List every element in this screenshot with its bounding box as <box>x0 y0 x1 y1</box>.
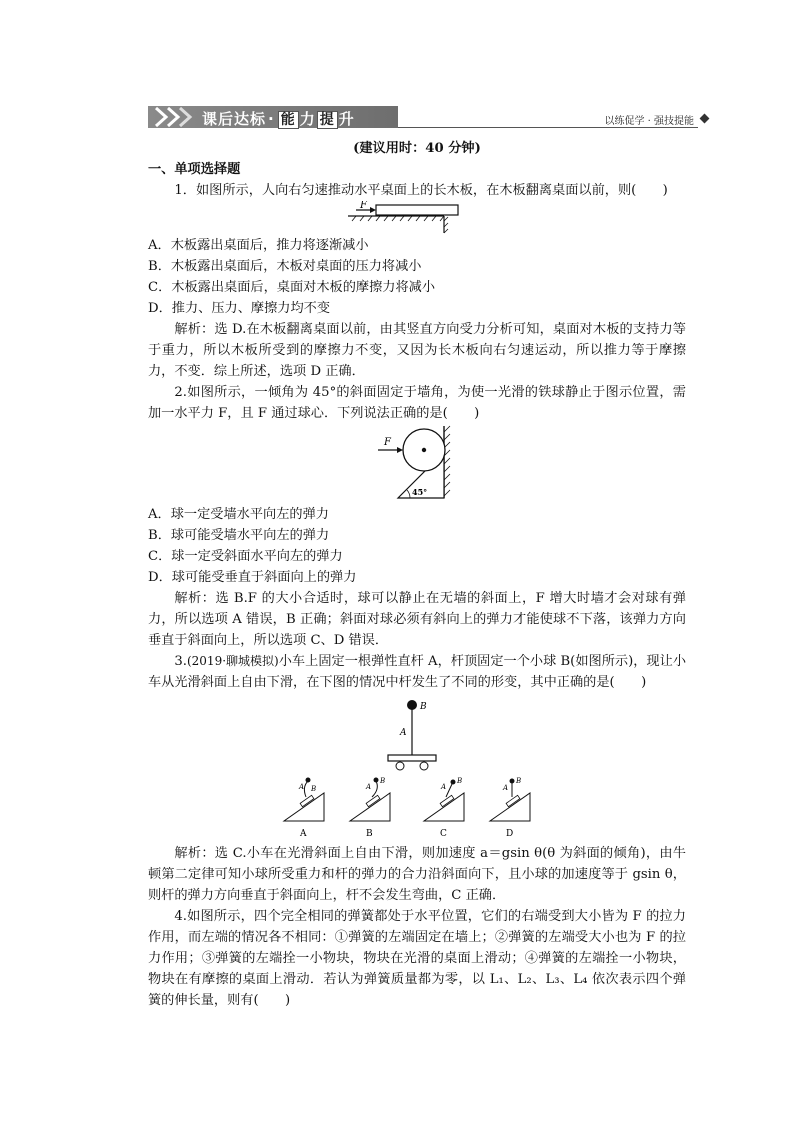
q3-choice-d-figure <box>490 777 530 821</box>
q3-wheel-right <box>420 762 428 770</box>
header-char-4: 升 <box>338 110 355 128</box>
header-char-2: 力 <box>299 110 316 128</box>
q2-label-angle: 45° <box>412 487 428 497</box>
q1-board <box>376 205 458 215</box>
q4-stem: 4.如图所示，四个完全相同的弹簧都处于水平位置，它们的右端受到大小皆为 F 的拉力作用，而左端的情况各不相同：①弹簧的左端固定在墙上；②弹簧的左端受大小也为 F 的拉力作用；③弹簧的左端拴一小物块，物块在光滑的桌面上滑动；④弹簧的左端拴一小物块，物块在有摩擦的桌面上滑动．若认为弹簧质量都为零，以 L₁、L₂、L₃、L₄ 依次表示四个弹簧的伸长量，则有( ) <box>148 909 686 1008</box>
q1-option-c: C．木板露出桌面后，桌面对木板的摩擦力将减小 <box>148 280 436 295</box>
q3-wheel-left <box>396 762 404 770</box>
q3-choice-c-figure <box>424 777 464 821</box>
time-hint: (建议用时：40 分钟) <box>353 141 481 156</box>
q2-figure <box>148 424 686 504</box>
q3-stem-number: 3. <box>174 654 187 669</box>
q2-ball-diagram <box>148 424 686 504</box>
svg-text:B: B <box>457 777 463 785</box>
q1-option-a: A．木板露出桌面后，推力将逐渐减小 <box>148 238 369 253</box>
page-header <box>148 102 708 130</box>
q2-analysis: 解析：选 B.F 的大小合适时，球可以静止在无墙的斜面上，F 增大时墙才会对球有弹力，所以选项 A 错误，B 正确；斜面对球必须有斜向上的弹力才能使球不下落，该弹力方向垂直于斜面向上，所以选项 C、D 错误． <box>148 591 686 648</box>
q3-stem-text: 小车上固定一根弹性直杆 A，杆顶固定一个小球 B(如图所示)，现让小车从光滑斜面上自由下滑，在下图的情况中杆发生了不同的形变，其中正确的是( ) <box>148 654 687 690</box>
svg-text:A: A <box>299 783 305 791</box>
header-slogan: 以练促学 · 强技提能 <box>604 116 694 127</box>
q1-option-d: D．推力、压力、摩擦力均不变 <box>148 301 331 316</box>
q3-label-B: B <box>420 702 427 712</box>
q3-label-A: A <box>400 728 407 738</box>
q3-cart-diagram <box>148 693 686 843</box>
q2-option-c: C．球一定受斜面水平向左的弹力 <box>148 549 343 564</box>
q3-analysis: 解析：选 C.小车在光滑斜面上自由下滑，则加速度 a＝gsin θ(θ 为斜面的倾角)，由牛顿第二定律可知小球所受重力和杆的弹力的合力沿斜面向下，且小球的加速度等于 gsin θ，则杆的弹力方向垂直于斜面向上，杆不会发生弯曲，C 正确． <box>148 846 686 903</box>
diamond-icon <box>700 114 710 124</box>
section-title: 一、单项选择题 <box>148 162 241 177</box>
q1-figure <box>148 201 686 235</box>
q2-ball-center <box>422 448 426 452</box>
q3-cart-body <box>388 755 436 761</box>
svg-text:B: B <box>311 785 317 793</box>
svg-text:A: A <box>366 783 372 791</box>
svg-text:B: B <box>516 777 522 785</box>
q3-choice-a-figure <box>284 778 324 822</box>
svg-text:A: A <box>441 783 447 791</box>
q2-arrowhead <box>397 447 403 453</box>
q3-choice-label-c: C <box>440 829 447 839</box>
header-char-3: 提 <box>317 111 338 129</box>
q2-option-b: B．球可能受墙水平向左的弹力 <box>148 528 330 543</box>
q2-wall-hatch <box>444 426 450 496</box>
q2-option-d: D．球可能受垂直于斜面向上的弹力 <box>148 570 357 585</box>
q2-stem: 2.如图所示，一倾角为 45°的斜面固定于墙角，为使一光滑的铁球静止于图示位置，需加一水平力 F，且 F 通过球心．下列说法正确的是( ) <box>148 385 686 421</box>
document-body <box>148 138 686 1011</box>
header-title <box>202 108 355 129</box>
q1-analysis: 解析：选 D.在木板翻离桌面以前，由其竖直方向受力分析可知，桌面对木板的支持力等于重力，所以木板所受到的摩擦力不变，又因为长木板向右匀速运动，所以推力等于摩擦力，不变．综上所述，选项 D 正确． <box>148 322 686 379</box>
q3-choice-label-a: A <box>300 829 307 839</box>
svg-text:A: A <box>503 784 509 792</box>
header-char-1: 能 <box>278 111 299 129</box>
chevron-double-icon <box>152 106 196 128</box>
q3-source: (2019·聊城模拟) <box>186 654 279 668</box>
q2-option-a: A．球一定受墙水平向左的弹力 <box>148 507 329 522</box>
q3-figure <box>148 693 686 843</box>
header-dot: · <box>268 110 275 128</box>
q1-arrowhead <box>370 207 376 213</box>
q1-board-diagram <box>148 201 686 235</box>
q1-label-F: F <box>360 201 367 211</box>
q3-ball <box>407 700 417 710</box>
header-title-a: 课后达标 <box>202 110 267 128</box>
q1-hatch <box>352 216 448 233</box>
q3-stem <box>148 651 686 693</box>
q3-choice-label-b: B <box>366 829 373 839</box>
q2-label-F: F <box>384 437 391 448</box>
q3-choice-label-d: D <box>506 829 514 839</box>
q1-option-b: B．木板露出桌面后，木板对桌面的压力将减小 <box>148 259 422 274</box>
svg-text:B: B <box>380 777 386 785</box>
q1-stem: 1．如图所示，人向右匀速推动水平桌面上的长木板，在木板翻离桌面以前，则( ) <box>174 183 668 198</box>
q3-choice-b-figure <box>350 777 390 821</box>
header-rule <box>398 127 698 128</box>
